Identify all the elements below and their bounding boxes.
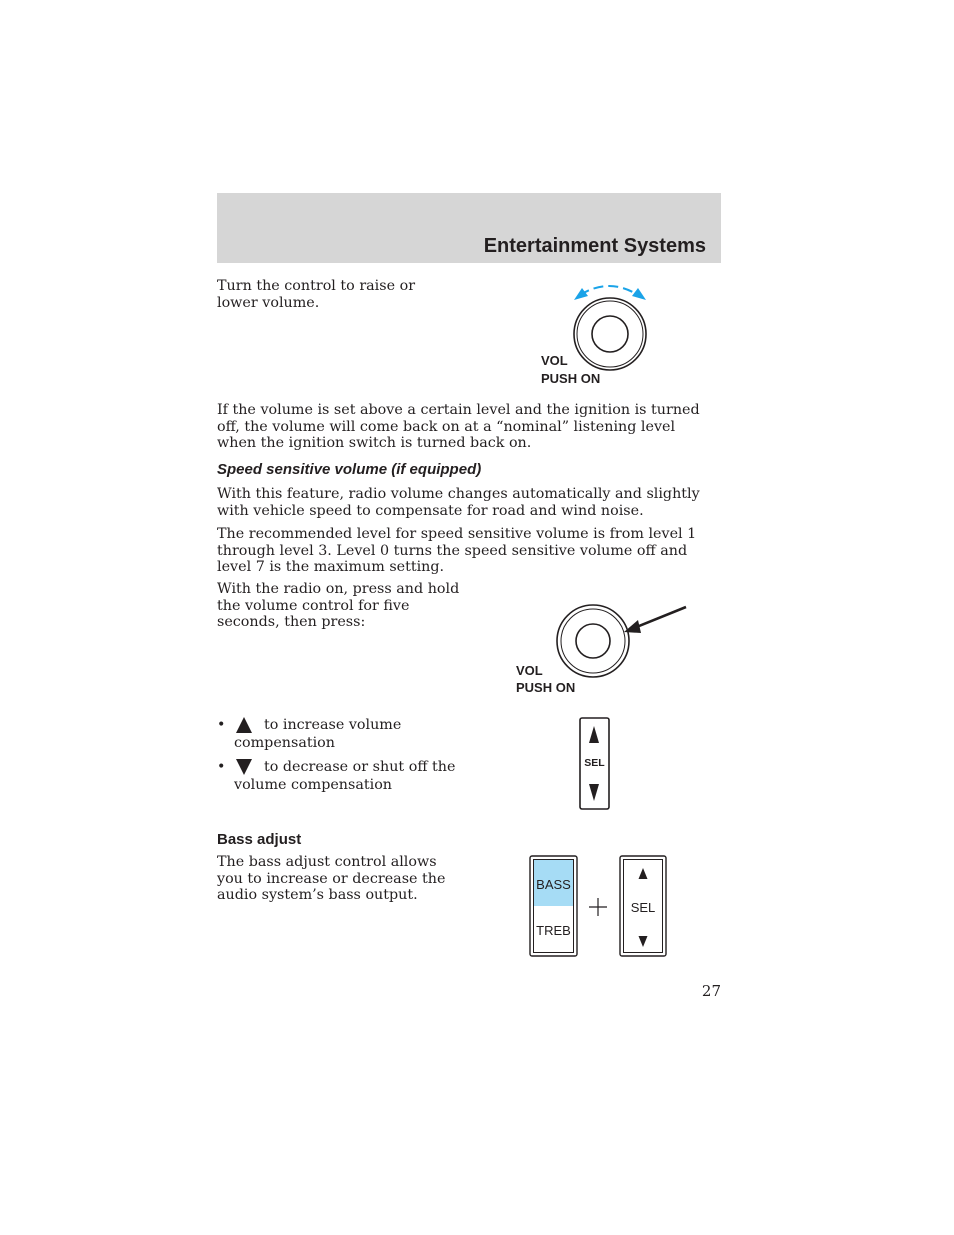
speed-sensitive-para1: With this feature, radio volume changes automatically and slightly with vehicle speed to compensate for road and wind noise. bbox=[217, 486, 700, 519]
bass-label: BASS bbox=[536, 877, 571, 892]
volume-knob-figure bbox=[530, 278, 660, 390]
speed-sensitive-para2: The recommended level for speed sensitive volume is from level 1 through level 3. Level 0 turns the speed sensitive volume off and level 7 is the maximum setting. bbox=[217, 526, 697, 576]
sel-label: SEL bbox=[584, 757, 605, 769]
knob-label-push-on: PUSH ON bbox=[516, 680, 576, 695]
volume-knob-icon bbox=[557, 605, 629, 677]
sel-label: SEL bbox=[630, 900, 656, 915]
page-number: 27 bbox=[701, 982, 721, 1000]
knob-label-vol: VOL bbox=[516, 663, 543, 678]
bullet-dot: • bbox=[217, 759, 226, 775]
bullet-increase-line2: compensation bbox=[234, 735, 335, 751]
down-triangle-icon bbox=[235, 758, 253, 776]
header-band bbox=[217, 193, 721, 263]
up-triangle-icon bbox=[235, 716, 253, 734]
treb-label: TREB bbox=[536, 923, 571, 938]
knob-label-push-on: PUSH ON bbox=[541, 371, 601, 386]
bullet-dot: • bbox=[217, 717, 226, 733]
volume-knob-icon bbox=[574, 298, 646, 370]
sel-rocker-figure bbox=[578, 716, 612, 812]
press-knob-figure bbox=[510, 600, 690, 700]
knob-label-vol: VOL bbox=[541, 353, 568, 368]
bullet-increase-line1: to increase volume bbox=[264, 717, 402, 733]
bullet-decrease-line1: to decrease or shut off the bbox=[264, 759, 456, 775]
plus-icon bbox=[589, 898, 607, 916]
speed-sensitive-heading: Speed sensitive volume (if equipped) bbox=[217, 461, 482, 478]
bass-treb-button bbox=[530, 856, 577, 956]
bass-adjust-heading: Bass adjust bbox=[217, 831, 302, 848]
sel-button bbox=[620, 856, 666, 956]
speed-sensitive-para3: With the radio on, press and hold the volume control for five seconds, then press: bbox=[217, 581, 460, 631]
pointer-arrow-icon bbox=[624, 607, 686, 633]
nominal-volume-paragraph: If the volume is set above a certain level and the ignition is turned off, the volume will come back on at a “nominal” listening level when the ignition switch is turned back on. bbox=[217, 402, 700, 452]
bass-adjust-paragraph: The bass adjust control allows you to increase or decrease the audio system’s bass output. bbox=[217, 854, 446, 904]
bass-treble-figure bbox=[528, 854, 670, 960]
section-title: Entertainment Systems bbox=[483, 235, 706, 257]
volume-intro-text: Turn the control to raise or lower volume. bbox=[217, 278, 416, 311]
bullet-decrease-line2: volume compensation bbox=[234, 777, 393, 793]
